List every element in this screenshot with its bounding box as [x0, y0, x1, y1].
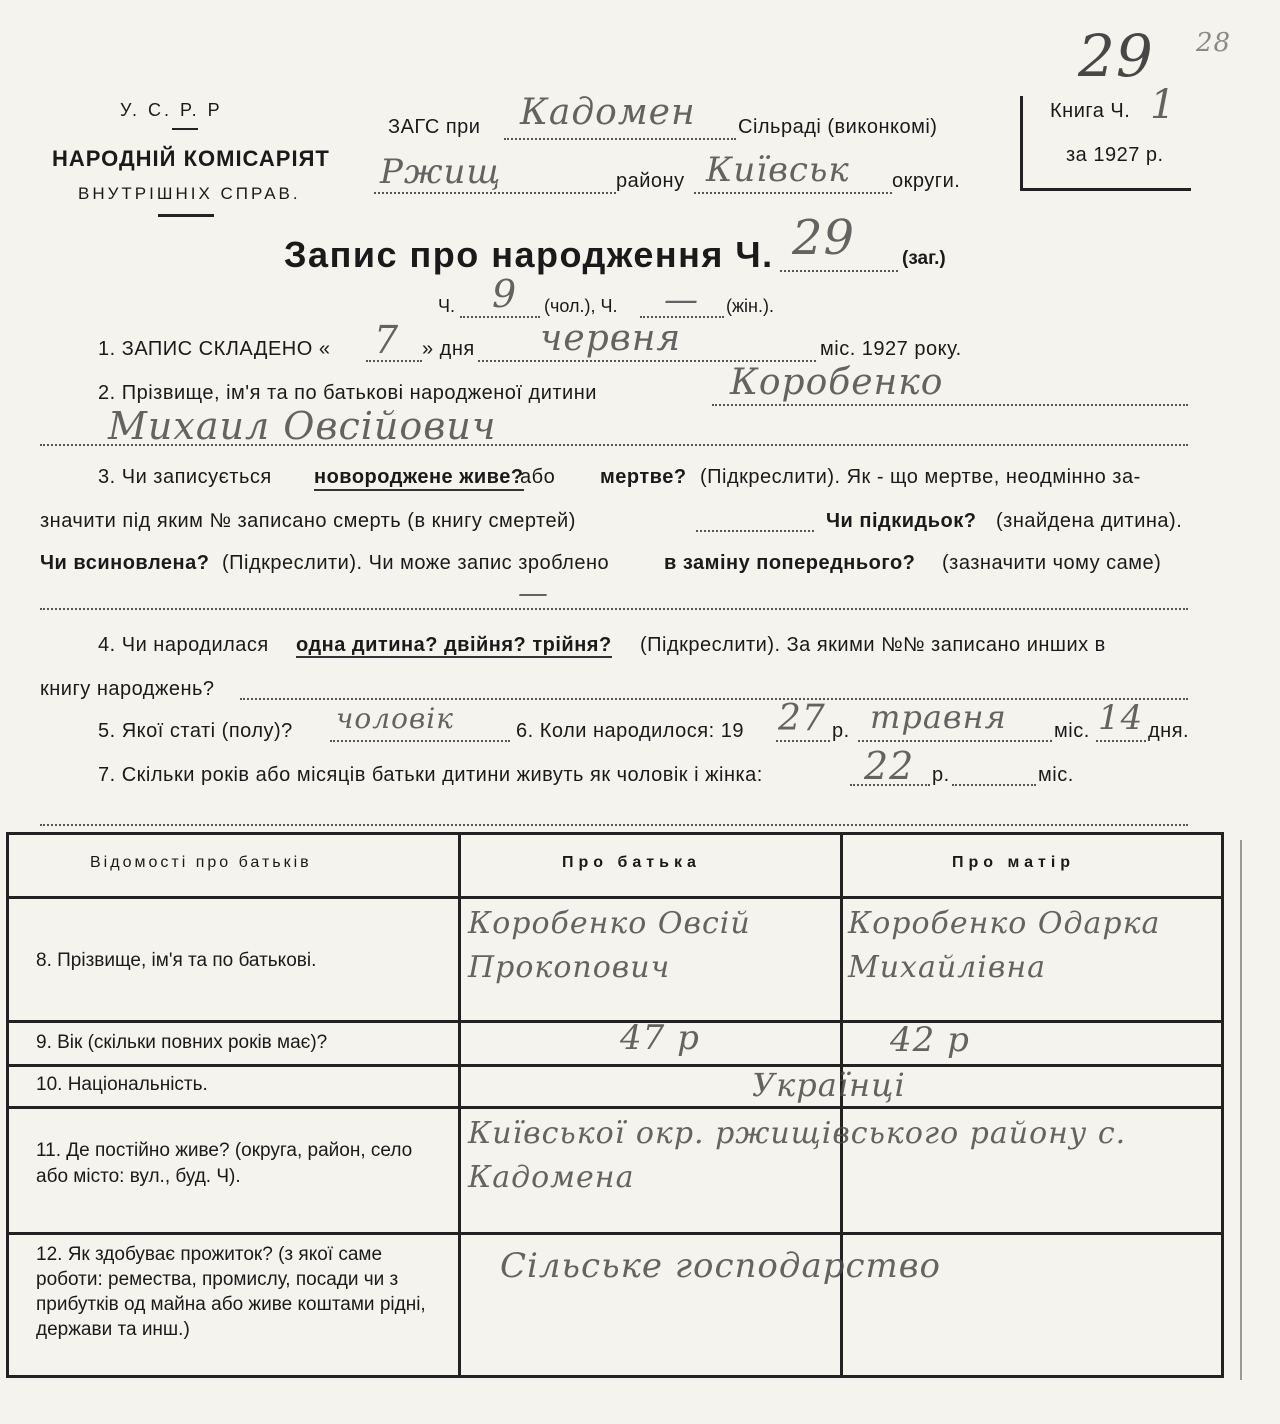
male-label: Ч.	[438, 296, 455, 316]
field-3-or: або	[520, 466, 556, 488]
row-8-label: 8. Прізвище, ім'я та по батькові.	[36, 950, 317, 971]
field-1-mid: » дня	[422, 338, 475, 360]
field-1-suffix: міс. 1927 року.	[820, 338, 962, 360]
field-3-line2c: (знайдена дитина).	[996, 510, 1183, 532]
okrug-handwritten: Київськ	[706, 150, 850, 190]
book-year: за 1927 р.	[1066, 144, 1164, 166]
remark-line	[40, 608, 1188, 610]
row-11-label: 11. Де постійно живе? (округа, район, село або місто: вул., буд. Ч).	[36, 1140, 413, 1187]
field-4-options-text: одна дитина? двійня? трійня?	[296, 634, 612, 656]
district-label: району	[616, 170, 685, 192]
birth-day-line	[1096, 740, 1146, 742]
field-4-a: 4. Чи народилася	[98, 634, 269, 656]
department-label: ВНУТРІШНІХ СПРАВ.	[78, 184, 301, 203]
mother-name-handwritten: Коробенко Одарка Михайлівна	[848, 906, 1161, 985]
commissariat-label: НАРОДНІЙ КОМІСАРІЯТ	[52, 146, 330, 171]
male-count-handwritten: 9	[492, 272, 518, 316]
zags-prefix: ЗАГС при	[388, 116, 481, 138]
female-suffix: (жін.).	[726, 296, 774, 316]
day-handwritten: 7	[374, 318, 400, 362]
female-count-handwritten: —	[664, 280, 699, 320]
field-1-prefix: 1. ЗАПИС СКЛАДЕНО «	[98, 338, 331, 360]
table-col-divider	[458, 832, 461, 1378]
okrug-label: округи.	[892, 170, 961, 192]
field-4-options	[296, 634, 612, 657]
title-number-handwritten: 29	[792, 210, 856, 266]
row-10-label: 10. Національність.	[36, 1074, 208, 1095]
table-header-info: Відомості про батьків	[90, 854, 312, 871]
book-label: Книга Ч.	[1050, 100, 1131, 122]
field-7-extra-line	[40, 824, 1188, 826]
field-2-label: 2. Прізвище, ім'я та по батькові народженої дитини	[98, 382, 597, 404]
father-name-handwritten: Коробенко Овсій Прокопович	[468, 906, 751, 985]
table-row-divider	[6, 1232, 1224, 1235]
birth-month-line	[858, 740, 1052, 742]
table-col-divider	[840, 832, 843, 1378]
page-number-handwritten: 29	[1078, 22, 1154, 90]
field-3-line2a: значити під яким № записано смерть (в книгу смертей)	[40, 510, 576, 532]
district-line	[374, 192, 616, 194]
male-line	[460, 316, 540, 318]
field-7-label: 7. Скільки років або місяців батьки дитини живуть як чоловік і жінка:	[98, 764, 763, 786]
field-6-year-suffix: р.	[832, 720, 850, 742]
page-title: Запис про народження Ч.	[284, 234, 774, 275]
table-row-divider	[6, 1064, 1224, 1067]
field-3-adopted: Чи всиновлена?	[40, 552, 210, 574]
table-row-divider	[6, 1106, 1224, 1109]
divider	[158, 214, 214, 217]
sex-handwritten: чоловік	[336, 702, 454, 735]
child-surname-handwritten: Коробенко	[730, 362, 944, 403]
father-age-handwritten: 47 р	[620, 1018, 700, 1058]
mother-age-handwritten: 42 р	[890, 1020, 970, 1060]
field-4-line2: книгу народжень?	[40, 678, 215, 700]
child-given-handwritten: Михаил Овсійович	[108, 404, 497, 448]
table-header-father: Про батька	[562, 854, 701, 871]
field-6-month-suffix: міс.	[1054, 720, 1090, 742]
month-handwritten: червня	[540, 318, 682, 359]
table-row-divider	[6, 896, 1224, 899]
field-3-line3b: (Підкреслити). Чи може запис зроблено	[222, 552, 610, 574]
village-handwritten: Кадомен	[520, 92, 696, 133]
table-header-mother: Про матір	[952, 854, 1076, 871]
okrug-line	[694, 192, 892, 194]
married-years-handwritten: 22	[864, 744, 915, 788]
binding-edge	[1240, 840, 1242, 1380]
field-3-replacement: в заміну попереднього?	[664, 552, 916, 574]
district-handwritten: Ржищ	[380, 152, 502, 192]
village-line	[504, 138, 736, 140]
divider	[172, 128, 198, 130]
nationality-handwritten: Українці	[752, 1066, 906, 1104]
field-3-a: 3. Чи записується	[98, 466, 272, 488]
row-9-label: 9. Вік (скільки повних років має)?	[36, 1032, 328, 1053]
married-months-line	[952, 784, 1036, 786]
field-3-dead: мертве?	[600, 466, 687, 488]
title-suffix: (заг.)	[902, 248, 946, 269]
male-suffix: (чол.), Ч.	[544, 296, 618, 316]
other-births-line	[240, 698, 1188, 700]
republic-label: У. С. Р. Р	[120, 100, 223, 120]
remark-handwritten: —	[518, 576, 549, 611]
field-6-label: 6. Коли народилося: 19	[516, 720, 744, 742]
field-4-c: (Підкреслити). За якими №№ записано инших в	[640, 634, 1106, 656]
field-3-e: (Підкреслити). Як - що мертве, неодмінно за-	[700, 466, 1141, 488]
field-3-foundling: Чи підкидьок?	[826, 510, 977, 532]
field-5-label: 5. Якої статі (полу)?	[98, 720, 293, 742]
birth-day-handwritten: 14	[1098, 698, 1144, 738]
field-6-day-suffix: дня.	[1148, 720, 1190, 742]
year-line	[776, 740, 830, 742]
field-7-years-suffix: р.	[932, 764, 950, 786]
residence-handwritten: Київської окр. ржищівського району с. Кадомена	[468, 1116, 1127, 1195]
occupation-handwritten: Сільське господарство	[500, 1246, 942, 1286]
birth-year-handwritten: 27	[778, 698, 826, 739]
field-3-alive: новороджене живе?	[314, 466, 524, 491]
corner-number-handwritten: 28	[1196, 28, 1232, 58]
book-number-handwritten: 1	[1150, 82, 1177, 128]
title-number-line	[780, 270, 898, 272]
field-3-line3d: (зазначити чому саме)	[942, 552, 1162, 574]
row-12-label: 12. Як здобуває прожиток? (з якої саме роботи: ремества, промислу, посади чи з прибутків од майна або живе коштами рідні, держави та инш.)	[36, 1244, 426, 1340]
birth-month-handwritten: травня	[870, 698, 1007, 736]
sex-line	[330, 740, 510, 742]
death-record-line	[696, 530, 814, 532]
zags-suffix: Сільраді (виконкомі)	[738, 116, 938, 138]
table-row-divider	[6, 1020, 1224, 1023]
field-7-months-suffix: міс.	[1038, 764, 1074, 786]
surname-line	[712, 404, 1188, 406]
